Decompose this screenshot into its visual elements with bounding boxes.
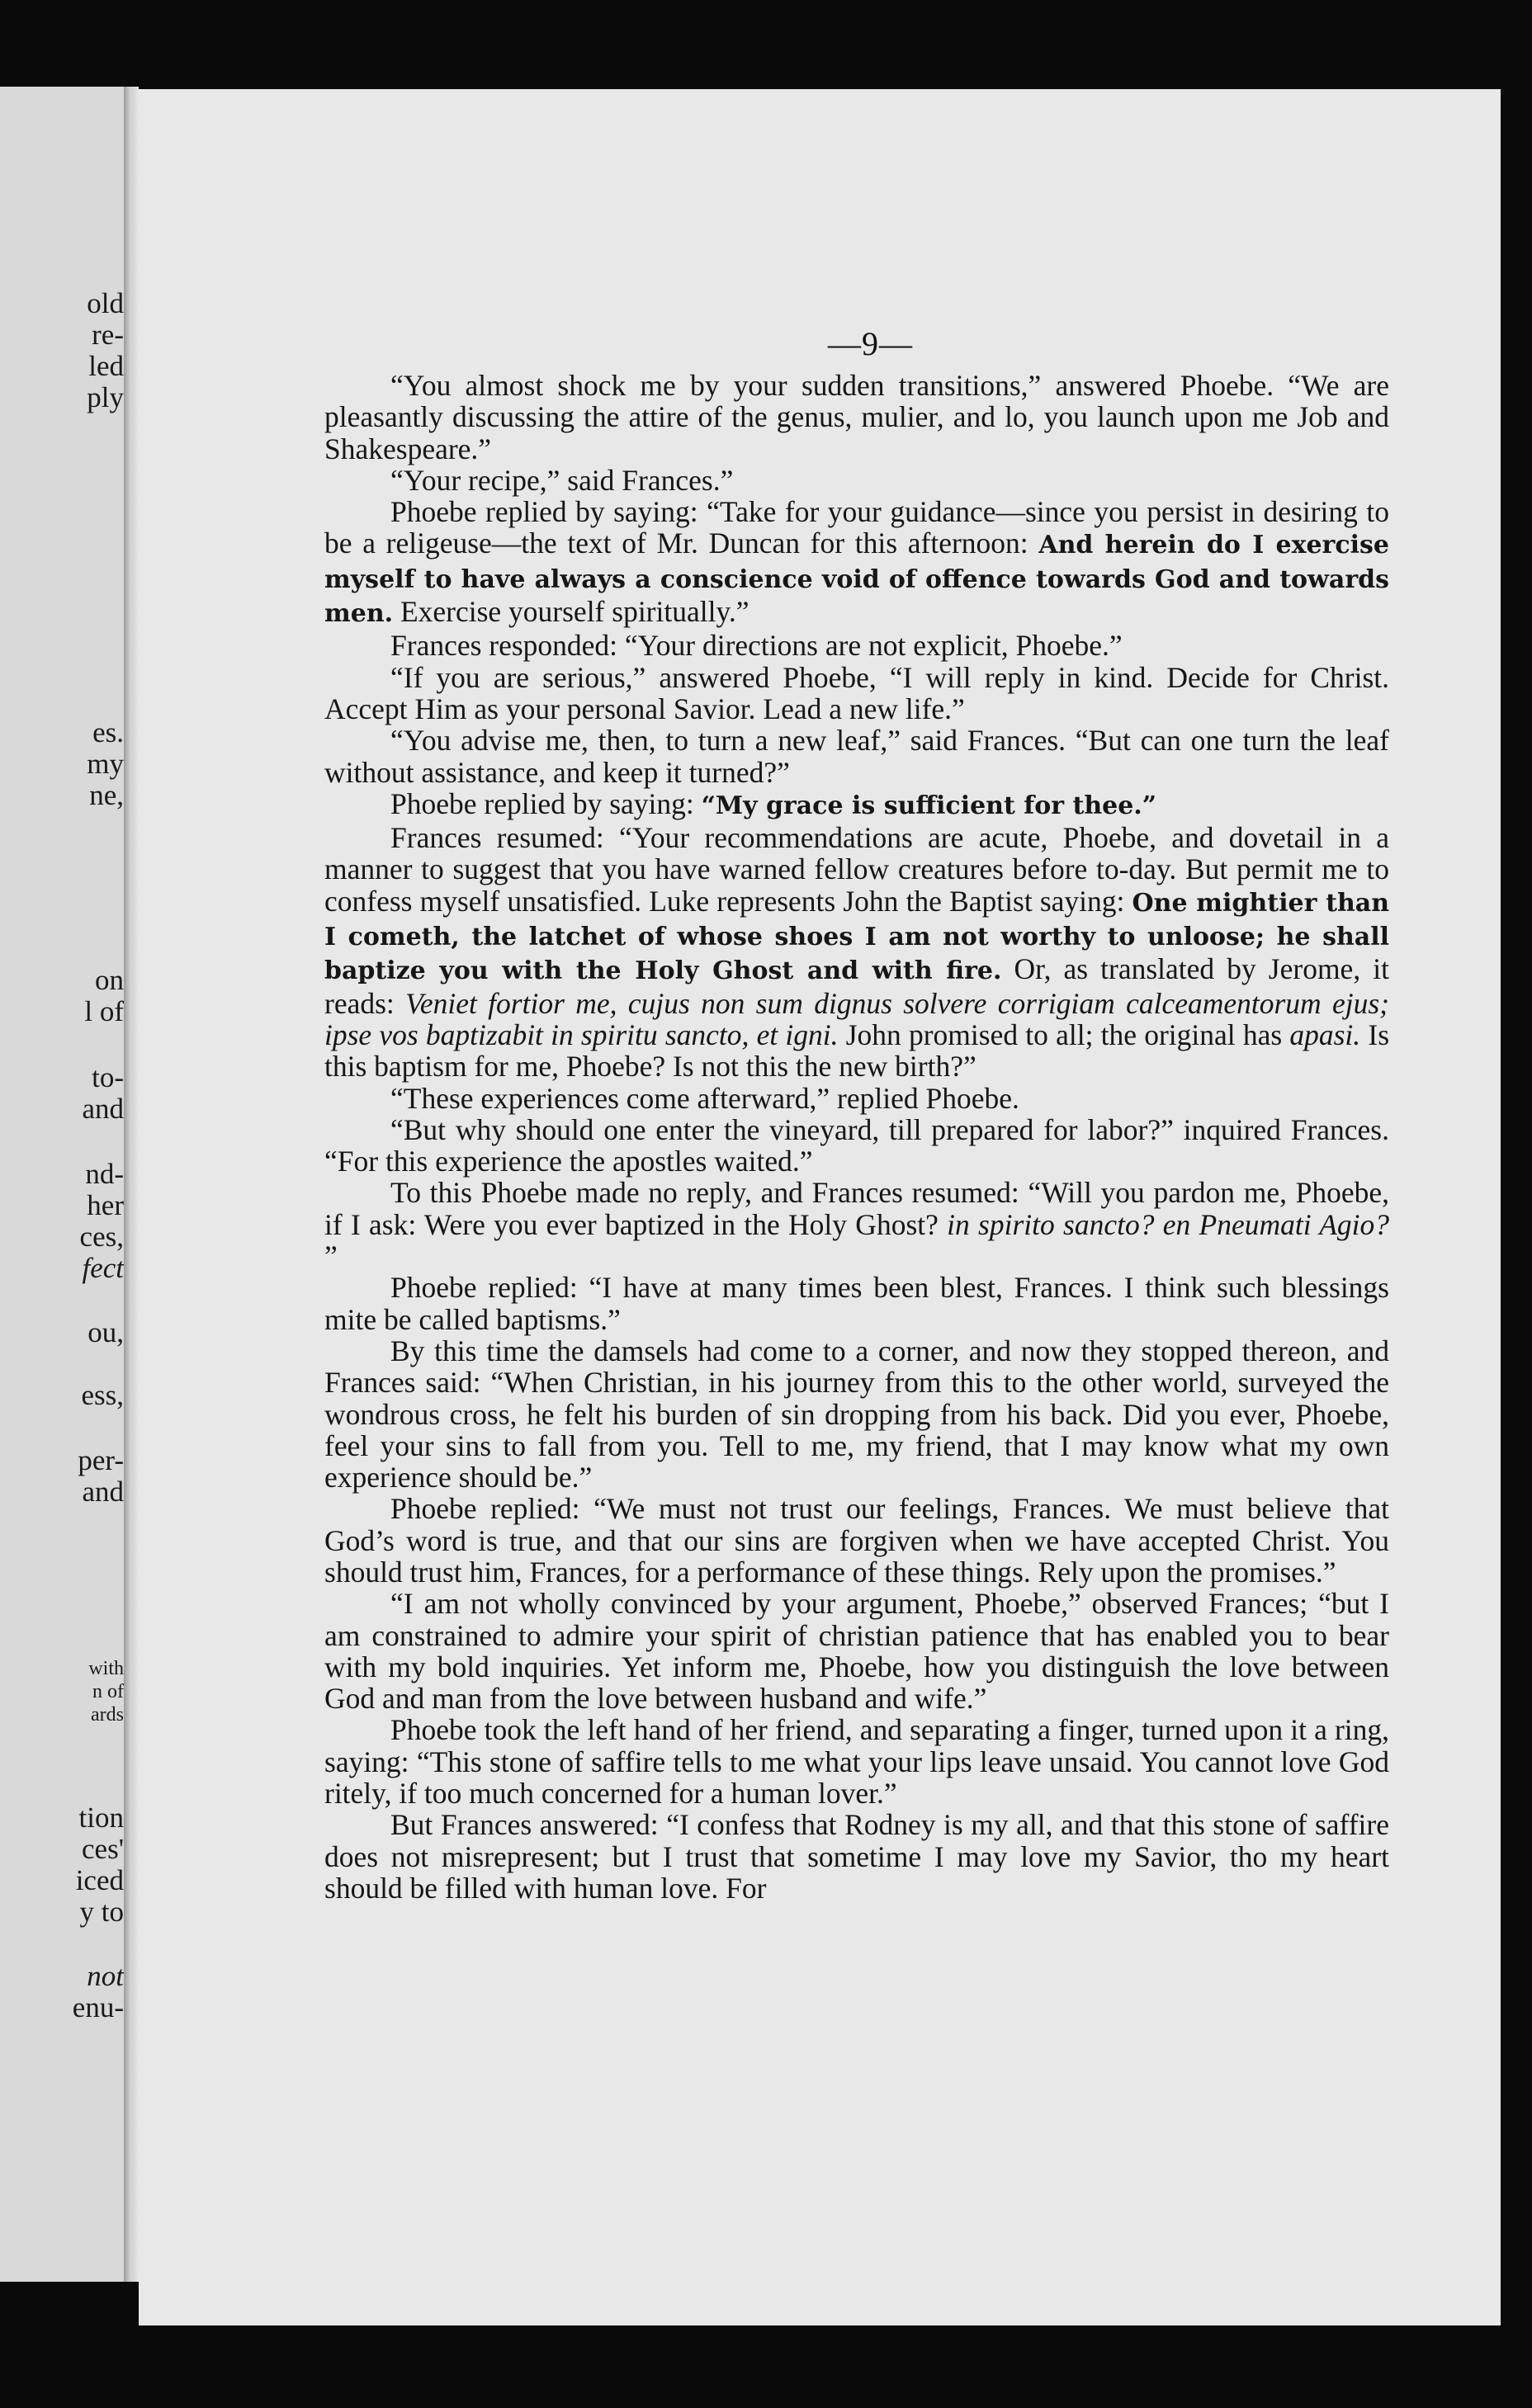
page-text bbox=[324, 370, 1389, 1904]
prev-page-fragment: ply bbox=[87, 381, 124, 413]
prev-page-fragment: re- bbox=[92, 319, 124, 351]
prev-page-fragment: ces' bbox=[82, 1833, 124, 1865]
prev-page-fragment: old bbox=[87, 287, 124, 319]
prev-page-fragment: ne, bbox=[89, 779, 124, 811]
prev-page-fragment: to- bbox=[92, 1061, 124, 1093]
latin-quote: Veniet fortior me, cujus non sum dignus solvere corrigiam calceamentorum ejus; ipse vos baptizabit in spiritu sancto, et igni. bbox=[324, 986, 1390, 1051]
prev-page-fragment: ards bbox=[91, 1704, 124, 1726]
previous-page-edge bbox=[0, 87, 124, 2282]
paragraph: Phoebe took the left hand of her friend, and separating a finger, turned upon it a ring, saying: “This stone of saffire tells to me what your lips leave unsaid. You cannot love God ritely, if too much concerned for a human lover.” bbox=[324, 1713, 1389, 1811]
prev-page-fragment: led bbox=[88, 350, 124, 382]
paragraph: “I am not wholly convinced by your argument, Phoebe,” observed Frances; “but I am constrained to admire your spirit of christian patience that has enabled you to bear with my bold inquiries. Yet inform me, Phoebe, how you distinguish the love between God and man from the love between husband and wife.” bbox=[324, 1587, 1389, 1716]
text-run: To this Phoebe made no reply, and Frances resumed: “Will you pardon me, Phoebe, if I ask: Were you ever baptized in the Holy Ghost? bbox=[324, 1176, 1389, 1241]
paragraph: “If you are serious,” answered Phoebe, “I will reply in kind. Decide for Christ. Accept Him as your personal Savior. Lead a new life.” bbox=[324, 660, 1389, 725]
blackletter-quote: One mightier than I cometh, the latchet of whose shoes I am not worthy to unloose; he shall baptize you with the Holy Ghost and with fire. bbox=[324, 888, 1390, 986]
prev-page-fragment: ou, bbox=[87, 1316, 124, 1348]
paragraph: “Your recipe,” said Frances.” bbox=[390, 463, 734, 497]
book-page bbox=[139, 89, 1501, 2325]
paragraph: But Frances answered: “I confess that Rodney is my all, and that this stone of saffire does not misrepresent; but I trust that sometime I may love my Savior, tho my heart should be filled with human love. For bbox=[324, 1808, 1389, 1905]
text-run: Is this baptism for me, Phoebe? Is not this the new birth?” bbox=[324, 1017, 1390, 1084]
prev-page-fragment: with bbox=[88, 1658, 124, 1679]
paragraph bbox=[324, 788, 1389, 822]
paragraph bbox=[324, 822, 1389, 1082]
greek-word: apasi. bbox=[1289, 1017, 1361, 1051]
text-run: Frances resumed: “Your recommendations are acute, Phoebe, and dovetail in a manner to suggest that you have warned fellow creatures before to-day. But permit me to confess myself unsatisfied. Luke represents John the Baptist saying: bbox=[324, 821, 1389, 918]
text-run: Exercise yourself spiritually.” bbox=[400, 595, 749, 629]
prev-page-fragment: and bbox=[82, 1475, 124, 1508]
paragraph: Phoebe replied: “We must not trust our feelings, Frances. We must believe that God’s word is true, and that our sins are forgiven when we have accepted Christ. You should trust him, Frances, for a performance of these things. Rely upon the promises.” bbox=[324, 1492, 1389, 1589]
prev-page-fragment: fect bbox=[82, 1252, 124, 1284]
paragraph: “These experiences come afterward,” replied Phoebe. bbox=[390, 1081, 1019, 1115]
latin-greek-phrase: in spirito sancto? en Pneumati Agio? bbox=[947, 1207, 1390, 1241]
blackletter-quote: “My grace is sufficient for thee.” bbox=[701, 791, 1157, 820]
prev-page-fragment: nd- bbox=[85, 1158, 124, 1190]
text-run: ” bbox=[324, 1239, 338, 1273]
prev-page-fragment: ess, bbox=[81, 1379, 124, 1411]
paragraph: Frances responded: “Your directions are not explicit, Phoebe.” bbox=[390, 629, 1123, 663]
prev-page-fragment: y to bbox=[79, 1896, 124, 1928]
text-run: Phoebe replied by saying: bbox=[390, 786, 694, 820]
prev-page-fragment: l of bbox=[84, 995, 124, 1027]
prev-page-fragment: per- bbox=[78, 1444, 124, 1476]
prev-page-fragment: ces, bbox=[79, 1221, 124, 1253]
prev-page-fragment: tion bbox=[78, 1801, 124, 1834]
text-run: John promised to all; the original has bbox=[845, 1017, 1283, 1051]
paragraph: “But why should one enter the vineyard, till prepared for labor?” inquired Frances. “For this experience the apostles waited.” bbox=[324, 1112, 1389, 1178]
prev-page-fragment: on bbox=[95, 964, 124, 996]
prev-page-fragment: not bbox=[87, 1960, 124, 1992]
prev-page-fragment: and bbox=[82, 1093, 124, 1125]
prev-page-fragment: es. bbox=[92, 716, 124, 748]
prev-page-fragment: my bbox=[87, 748, 124, 780]
prev-page-fragment: her bbox=[87, 1189, 124, 1221]
book-gutter bbox=[124, 87, 139, 2282]
paragraph: “You almost shock me by your sudden transitions,” answered Phoebe. “We are pleasantly discussing the attire of the genus, mulier, and lo, you launch upon me Job and Shakespeare.” bbox=[324, 369, 1389, 465]
paragraph bbox=[324, 496, 1389, 630]
paragraph bbox=[324, 1177, 1389, 1272]
text-run: Or, as translated by Jerome, it reads: bbox=[324, 952, 1389, 1020]
text-run: Phoebe replied by saying: “Take for your guidance—since you persist in desiring to be a religeuse—the text of Mr. Duncan for this afternoon: bbox=[324, 495, 1389, 560]
paragraph: “You advise me, then, to turn a new leaf,” said Frances. “But can one turn the leaf without assistance, and keep it turned?” bbox=[324, 724, 1389, 789]
paragraph: By this time the damsels had come to a corner, and now they stopped thereon, and Frances said: “When Christian, in his journey from this to the other world, surveyed the wondrous cross, he felt his burden of sin dropping from his back. Did you ever, Phoebe, feel your sins to fall from you. Tell to me, my friend, that I may know what my own experience should be.” bbox=[324, 1334, 1389, 1494]
prev-page-fragment: iced bbox=[75, 1864, 124, 1896]
prev-page-fragment: enu- bbox=[72, 1991, 124, 2023]
prev-page-fragment: n of bbox=[92, 1681, 124, 1702]
blackletter-quote: And herein do I exercise myself to have always a conscience void of offence towards God and towards men. bbox=[324, 531, 1390, 629]
page-number: —9— bbox=[828, 325, 913, 362]
paragraph: Phoebe replied: “I have at many times been blest, Frances. I think such blessings mite be called baptisms.” bbox=[324, 1271, 1389, 1336]
